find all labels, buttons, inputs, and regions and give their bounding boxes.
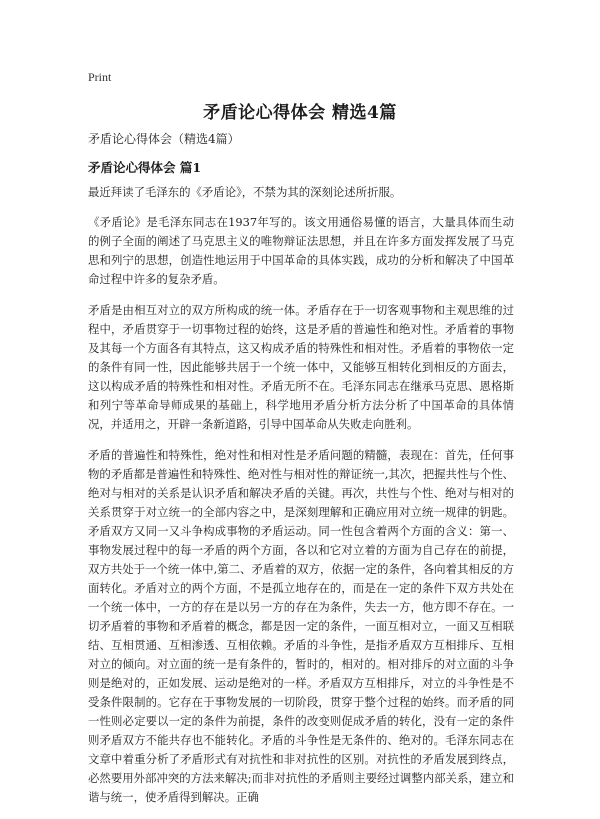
paragraph: 最近拜读了毛泽东的《矛盾论》，不禁为其的深刻论述所折服。	[88, 185, 402, 199]
section-heading: 矛盾论心得体会 篇1	[88, 160, 202, 175]
paragraph: 矛盾是由相互对立的双方所构成的统一体。矛盾存在于一切客观事物和主观思维的过程中，矛盾贯穿于一切事物过程的始终，这是矛盾的普遍性和绝对性。矛盾着的事物及其每一个方面各有其特点，这又构成矛盾的特殊性和相对性。矛盾着的事物依一定的条件有同一性，因此能够共居于一个统一体中，又能够互相转化到相反的方面去，这以构成矛盾的特殊性和相对性。矛盾无所不在。毛泽东同志在继承马克思、恩格斯和列宁等革命导师成果的基础上，科学地用矛盾分析方法分析了中国革命的具体情况，并适用之，开辟一条新道路，引导中国革命从失败走向胜利。	[88, 303, 514, 431]
document-body	[88, 183, 514, 819]
paragraph: 《矛盾论》是毛泽东同志在1937年写的。该文用通俗易懂的语言，大量具体而生动的例子全面的阐述了马克思主义的唯物辩证法思想，并且在许多方面发挥发展了马克思和列宁的思想，创造性地运用于中国革命的具体实践，成功的分析和解决了中国革命过程中许多的复杂矛盾。	[88, 215, 514, 286]
paragraph: 矛盾的普遍性和特殊性，绝对性和相对性是矛盾问题的精髓，表现在：首先，任何事物的矛盾都是普遍性和特殊性、绝对性与相对性的辩证统一,其次，把握共性与个性、绝对与相对的关系是认识矛盾和解决矛盾的关键。再次，共性与个性、绝对与相对的关系贯穿于对立统一的全部内容之中，是深刻理解和正确应用对立统一规律的钥匙。矛盾双方又同一又斗争构成事物的矛盾运动。同一性包含着两个方面的含义：第一、事物发展过程中的每一矛盾的两个方面，各以和它对立着的方面为自己存在的前提，双方共处于一个统一体中,第二、矛盾着的双方，依据一定的条件，各向着其相反的方面转化。矛盾对立的两个方面，不是孤立地存在的，而是在一定的条件下双方共处在一个统一体中，一方的存在是以另一方的存在为条件，失去一方，他方即不存在。一切矛盾着的事物和矛盾着的概念，都是因一定的条件，一面互相对立，一面又互相联结、互相贯通、互相渗透、互相依赖。矛盾的斗争性，是指矛盾双方互相排斥、互相对立的倾向。对立面的统一是有条件的，暂时的，相对的。相对排斥的对立面的斗争则是绝对的，正如发展、运动是绝对的一样。矛盾双方互相排斥，对立的斗争性是不受条件限制的。它存在于事物发展的一切阶段，贯穿于整个过程的始终。而矛盾的同一性则必定要以一定的条件为前提，条件的改变则促成矛盾的转化，没有一定的条件则矛盾双方不能共存也不能转化。矛盾的斗争性是无条件的、绝对的。毛泽东同志在文章中着重分析了矛盾形式有对抗性和非对抗性的区别。对抗性的矛盾发展到终点，必然要用外部冲突的方法来解决;而非对抗性的矛盾则主要经过调整内部关系，建立和谐与统一，使矛盾得到解决。正确	[88, 448, 514, 804]
document-title: 矛盾论心得体会 精选4篇	[203, 103, 397, 123]
document-subtitle: 矛盾论心得体会（精选4篇）	[88, 132, 240, 146]
print-link[interactable]: Print	[88, 70, 112, 84]
